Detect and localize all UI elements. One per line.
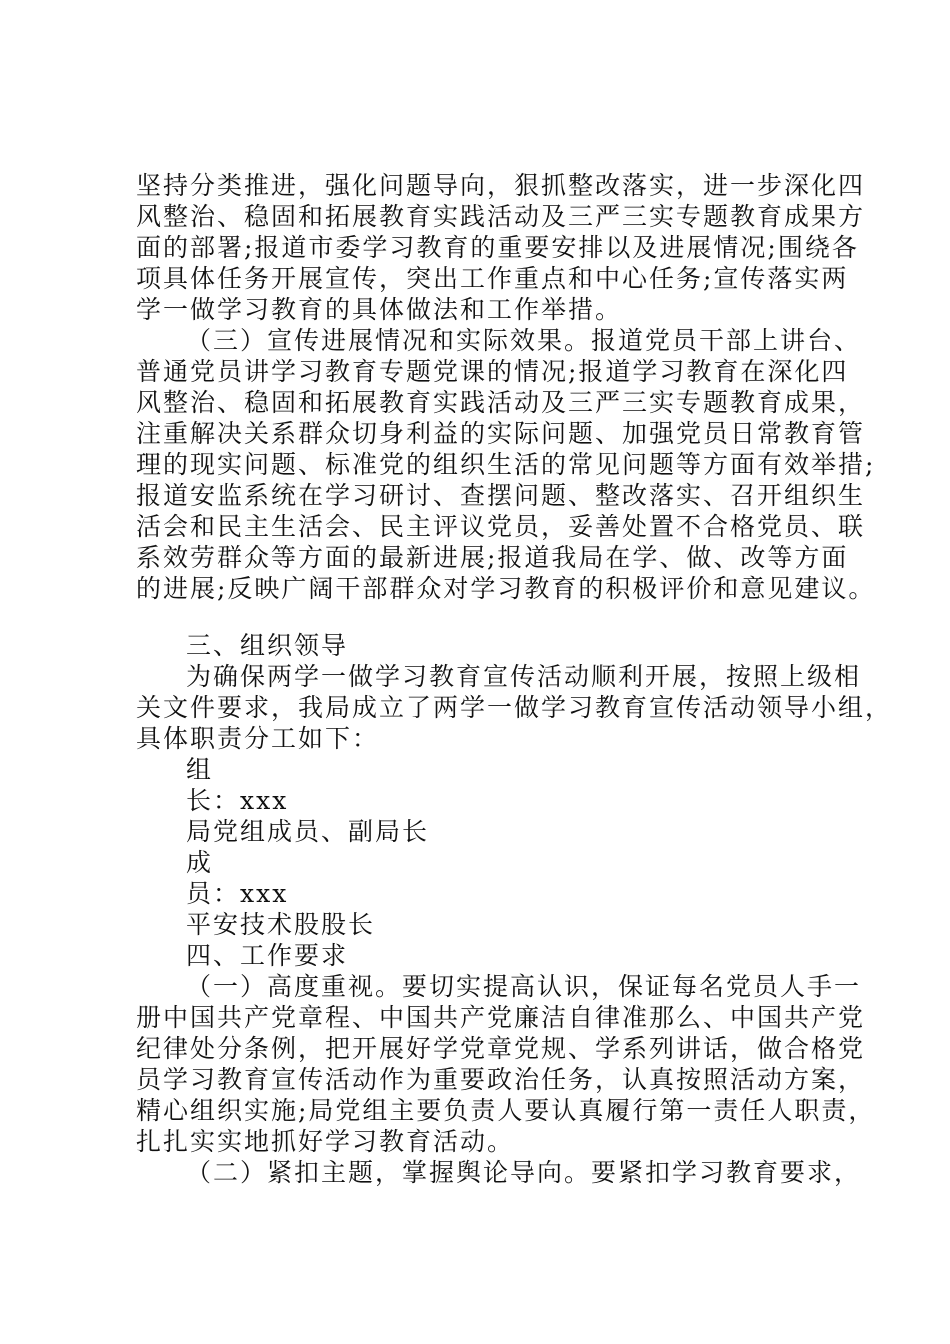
member-label-part-2: 员：xxx <box>186 879 289 908</box>
paragraph-line: 学一做学习教育的具体做法和工作举措。 <box>136 295 623 324</box>
paragraph-line: （二）紧扣主题，掌握舆论导向。要紧扣学习教育要求， <box>186 1158 862 1187</box>
paragraph-line: 精心组织实施;局党组主要负责人要认真履行第一责任人职责， <box>136 1096 876 1125</box>
paragraph-line: 理的现实问题、标准党的组织生活的常见问题等方面有效举措; <box>136 450 876 479</box>
paragraph-line: 为确保两学一做学习教育宣传活动顺利开展，按照上级相 <box>186 662 862 691</box>
section-heading: 三、组织领导 <box>186 631 349 660</box>
paragraph-line: 具体职责分工如下： <box>136 724 380 753</box>
leader-title: 局党组成员、副局长 <box>186 817 430 846</box>
leader-label-part-2: 长：xxx <box>186 786 289 815</box>
paragraph-line: 活会和民主生活会、民主评议党员，妥善处置不合格党员、联 <box>136 512 866 541</box>
paragraph-line: 员学习教育宣传活动作为重要政治任务，认真按照活动方案， <box>136 1065 866 1094</box>
paragraph-line: 注重解决关系群众切身利益的实际问题、加强党员日常教育管 <box>136 419 866 448</box>
paragraph-line: 册中国共产党章程、中国共产党廉洁自律准那么、中国共产党 <box>136 1003 866 1032</box>
paragraph-line: 面的部署;报道市委学习教育的重要安排以及进展情况;围绕各 <box>136 233 859 262</box>
paragraph-line: 的进展;反映广阔干部群众对学习教育的积极评价和意见建议。 <box>136 574 876 603</box>
paragraph-line: 项具体任务开展宣传，突出工作重点和中心任务;宣传落实两 <box>136 264 849 293</box>
paragraph-line: 扎扎实实地抓好学习教育活动。 <box>136 1127 515 1156</box>
paragraph-line: （一）高度重视。要切实提高认识，保证每名党员人手一 <box>186 972 862 1001</box>
leader-label-part-1: 组 <box>186 755 214 784</box>
paragraph-line: 系效劳群众等方面的最新进展;报道我局在学、做、改等方面 <box>136 543 849 572</box>
paragraph-2 <box>136 325 876 604</box>
paragraph-line: （三）宣传进展情况和实际效果。报道党员干部上讲台、 <box>186 326 862 355</box>
member-label-part-1: 成 <box>186 848 214 877</box>
paragraph-1 <box>136 170 866 325</box>
paragraph-line: 风整治、稳固和拓展教育实践活动及三严三实专题教育成果方 <box>136 202 866 231</box>
paragraph-line: 坚持分类推进，强化问题导向，狠抓整改落实，进一步深化四 <box>136 171 866 200</box>
paragraph-line: 报道安监系统在学习研讨、查摆问题、整改落实、召开组织生 <box>136 481 866 510</box>
section-3 <box>136 630 893 1188</box>
paragraph-line: 普通党员讲学习教育专题党课的情况;报道学习教育在深化四 <box>136 357 849 386</box>
paragraph-line: 关文件要求，我局成立了两学一做学习教育宣传活动领导小组， <box>136 693 893 722</box>
member-title: 平安技术股股长 <box>186 910 376 939</box>
paragraph-line: 纪律处分条例，把开展好学党章党规、学系列讲话，做合格党 <box>136 1034 866 1063</box>
section-heading: 四、工作要求 <box>186 941 349 970</box>
paragraph-line: 风整治、稳固和拓展教育实践活动及三严三实专题教育成果， <box>136 388 866 417</box>
